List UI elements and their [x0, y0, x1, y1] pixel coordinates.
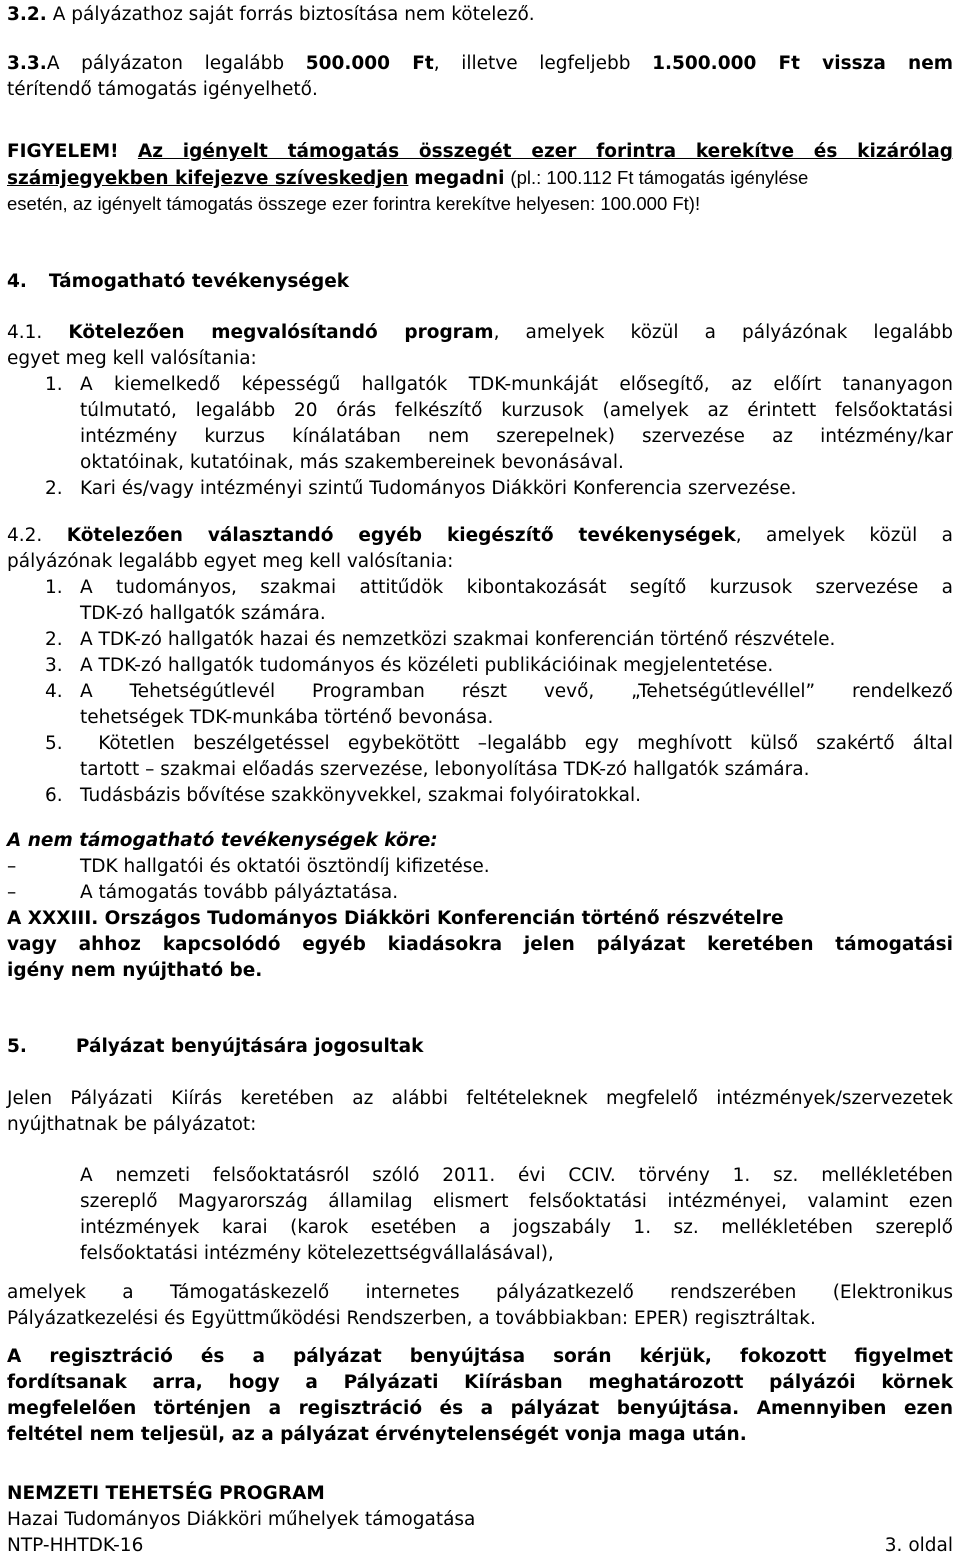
- section-4-2-line2: pályázónak legalább egyet meg kell valósítania:: [7, 551, 454, 572]
- list-item: 5. Kötetlen beszélgetéssel egybekötött –legalább egy meghívott külső szakértő által tartott – szakmai előadás szervezése, lebonyolítása TDK-zó hallgatók számára.: [45, 733, 953, 780]
- section-number: 5.: [7, 1036, 27, 1057]
- section-number: 3.3.: [7, 53, 47, 74]
- list-item: – TDK hallgatói és oktatói ösztöndíj kifizetése.: [7, 854, 953, 880]
- footer-org: NEMZETI TEHETSÉG PROGRAM: [7, 1483, 325, 1504]
- list-item: 1. A kiemelkedő képességű hallgatók TDK-munkáját elősegítő, az előírt tananyagon túlmutató, legalább 20 órás felkészítő kurzusok (amelyek az érintett felsőoktatási intézmény kurzus kínálatában nem szerepelnek) szervezése az intézmény/kar oktatóinak, kutatóinak, más szakembereinek bevonásával.: [45, 374, 953, 473]
- notice-bold-text: Az igényelt támogatás összegét ezer forintra kerekítve és kizárólag: [137, 141, 953, 162]
- section-4-1: 4.1. Kötelezően megvalósítandó program, amelyek közül a pályázónak legalább: [7, 322, 953, 343]
- list-item: 4. A Tehetségútlevél Programban részt vevő, „Tehetségútlevéllel” rendelkező tehetségek TDK-munkába történő bevonása.: [45, 681, 953, 728]
- list-item: 2. A TDK-zó hallgatók hazai és nemzetközi szakmai konferencián történő részvétele.: [45, 629, 836, 650]
- section-3-2: [7, 2, 953, 28]
- list-item: 3. A TDK-zó hallgatók tudományos és közéleti publikációinak megjelentetése.: [45, 655, 774, 676]
- notice-line1: [7, 139, 953, 165]
- excluded-list: [7, 854, 953, 906]
- footer-code: NTP-HHTDK-16: [7, 1535, 144, 1556]
- list-item: 1. A tudományos, szakmai attitűdök kibontakozását segítő kurzusok szervezése a TDK-zó hallgatók számára.: [45, 577, 953, 624]
- min-amount: 500.000 Ft: [305, 53, 434, 74]
- section-3-3-line2: térítendő támogatás igényelhető.: [7, 79, 318, 100]
- section-title: Támogatható tevékenységek: [48, 271, 350, 292]
- notice-line2: számjegyekben kifejezve szíveskedjen megadni (pl.: 100.112 Ft támogatás igénylése: [7, 167, 809, 189]
- footer: [7, 1481, 953, 1559]
- list-item: – A támogatás tovább pályáztatása.: [7, 880, 953, 906]
- section-4-1-line2: egyet meg kell valósítania:: [7, 348, 257, 369]
- section-number: 3.2.: [7, 4, 47, 25]
- section-3-3: 3.3.A pályázaton legalább 500.000 Ft, illetve legfeljebb 1.500.000 Ft vissza nem: [7, 53, 954, 74]
- footer-program: Hazai Tudományos Diákköri műhelyek támogatása: [7, 1509, 476, 1530]
- dash-bullet: –: [7, 856, 17, 877]
- section-4-heading: [7, 269, 953, 295]
- eligibility-registration: amelyek a Támogatáskezelő internetes pályázatkezelő rendszerében (Elektronikus Pályázatkezelési és Együttműködési Rendszerben, a továbbiakban: EPER) regisztráltak.: [7, 1282, 953, 1329]
- page-number: 3. oldal: [884, 1535, 953, 1556]
- excluded-note: A XXXIII. Országos Tudományos Diákköri Konferencián történő részvételre vagy ahhoz kapcsolódó egyéb kiadásokra jelen pályázat keretében támogatási igény nem nyújtható be.: [7, 908, 953, 981]
- eligibility-intro: Jelen Pályázati Kiírás keretében az alábbi feltételeknek megfelelő intézmények/szervezetek nyújthatnak be pályázatot:: [7, 1088, 953, 1135]
- optional-activity-list: [45, 575, 953, 809]
- eligibility-indent: A nemzeti felsőoktatásról szóló 2011. évi CCIV. törvény 1. sz. mellékletében szereplő Magyarország államilag elismert felsőoktatási intézményei, valamint ezen intézmények karai (karok esetében a jogszabály 1. sz. mellékletében szereplő felsőoktatási intézmény kötelezettségvállalásával),: [80, 1165, 953, 1264]
- mandatory-program-list: [45, 372, 953, 502]
- section-title: Pályázat benyújtására jogosultak: [75, 1036, 424, 1057]
- excluded-heading: A nem támogatható tevékenységek köre:: [7, 830, 438, 851]
- list-item: 2. Kari és/vagy intézményi szintű Tudományos Diákköri Konferencia szervezése.: [45, 478, 797, 499]
- section-5-heading: [7, 1034, 953, 1060]
- section-number: 4.: [7, 271, 27, 292]
- dash-bullet: –: [7, 882, 17, 903]
- section-4-2: 4.2. Kötelezően választandó egyéb kiegészítő tevékenységek, amelyek közül a: [7, 525, 953, 546]
- max-amount: 1.500.000 Ft vissza nem: [652, 53, 954, 74]
- section-text: A pályázathoz saját forrás biztosítása nem kötelező.: [52, 4, 535, 25]
- notice-line3: esetén, az igényelt támogatás összege ezer forintra kerekítve helyesen: 100.000 Ft)!: [7, 193, 701, 214]
- registration-warning: A regisztráció és a pályázat benyújtása során kérjük, fokozott figyelmet fordítsanak arra, hogy a Pályázati Kiírásban meghatározott pályázói körnek megfelelően történjen a regisztráció és a pályázat benyújtása. Amennyiben ezen feltétel nem teljesül, az a pályázat érvénytelenségét vonja maga után.: [7, 1346, 953, 1445]
- notice-label: FIGYELEM!: [7, 141, 119, 162]
- list-item: 6. Tudásbázis bővítése szakkönyvekkel, szakmai folyóiratokkal.: [45, 785, 642, 806]
